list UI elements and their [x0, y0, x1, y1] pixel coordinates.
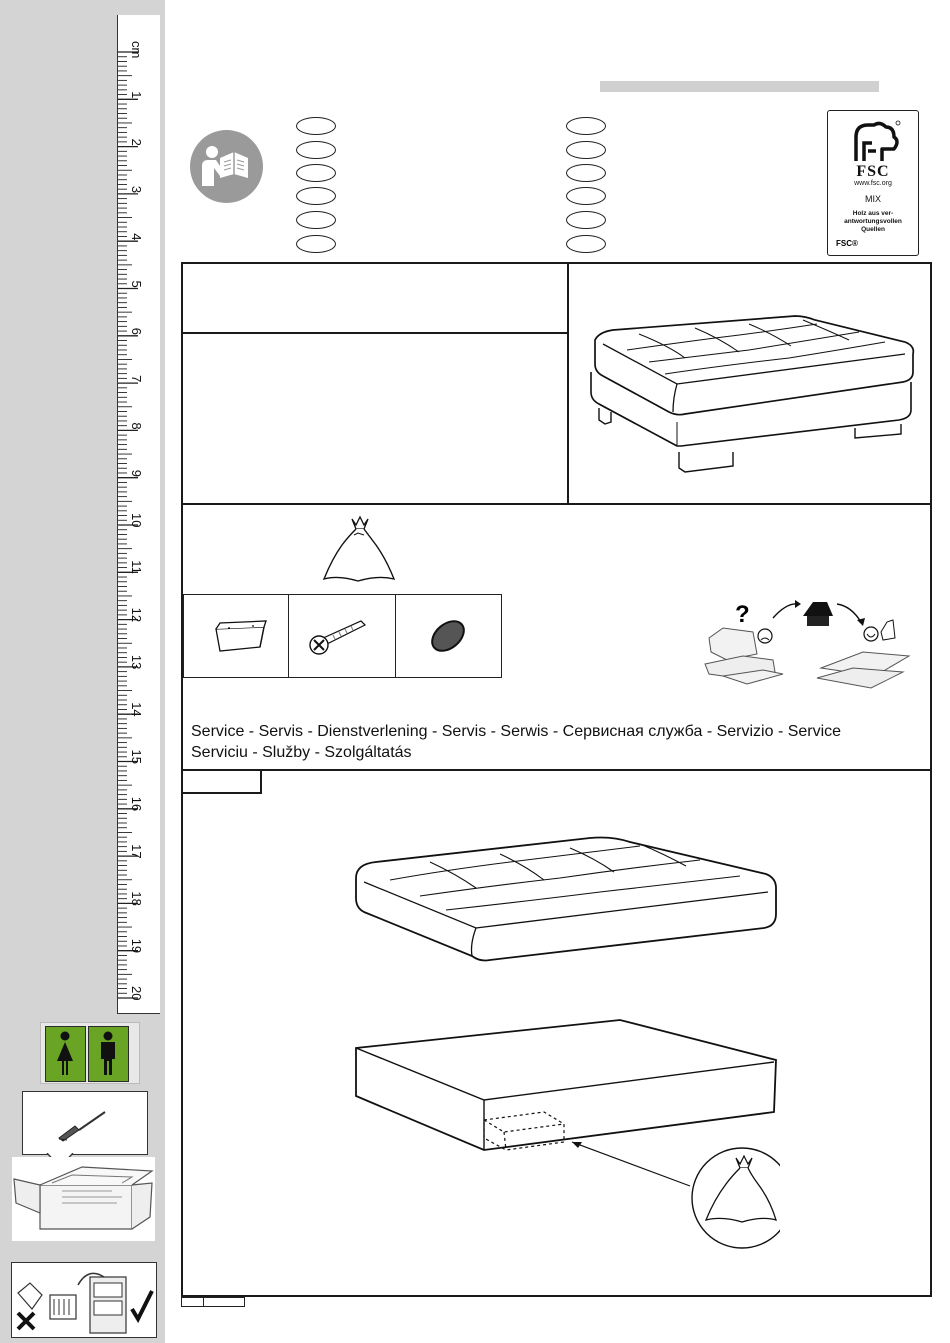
language-oval — [566, 187, 606, 205]
fsc-brand: FSC — [856, 163, 890, 180]
part-foot — [183, 594, 290, 678]
ruler-number: 4 — [129, 233, 144, 241]
language-oval — [566, 235, 606, 253]
fsc-text-3: Quellen — [861, 226, 885, 233]
screwdriver-callout — [22, 1091, 148, 1155]
ruler-number: 5 — [129, 280, 144, 288]
language-oval — [296, 235, 336, 253]
man-icon — [88, 1026, 129, 1082]
product-image-box — [567, 262, 932, 505]
page-number-divider — [203, 1297, 204, 1307]
service-line-2: Serviciu - Služby - Szolgáltatás — [191, 744, 412, 761]
read-manual-icon — [190, 130, 263, 203]
fsc-text-1: Holz aus ver- — [852, 210, 894, 217]
info-box-left — [181, 332, 569, 505]
step-number-box — [181, 769, 262, 794]
customer-support-icon — [703, 598, 915, 694]
ruler-number: 12 — [129, 607, 144, 623]
felt-glide-icon — [396, 595, 501, 677]
ruler-number: 9 — [129, 469, 144, 477]
ruler-number: 18 — [129, 891, 144, 906]
ruler-number: 13 — [129, 654, 144, 670]
ruler — [117, 15, 160, 1014]
ruler-number: 6 — [129, 327, 144, 336]
part-screw — [288, 594, 397, 678]
service-line-1: Service - Servis - Dienstverlening - Servis - Serwis - Сервисная служба - Servizio - Service — [191, 723, 842, 740]
language-oval — [296, 211, 336, 229]
ruler-number: 11 — [129, 560, 144, 574]
language-oval — [566, 141, 606, 159]
page-number-box — [181, 1297, 245, 1307]
screwdriver-icon — [23, 1092, 147, 1154]
hardware-bag-icon — [318, 515, 400, 585]
fsc-text-2: antwortungsvollen — [844, 218, 902, 225]
ruler-number: 7 — [129, 375, 144, 383]
ruler-number: 10 — [129, 513, 144, 528]
ruler-number: 3 — [129, 185, 144, 194]
ruler-number: 14 — [129, 702, 144, 717]
foot-block-icon — [184, 595, 289, 677]
assembly-illustration — [350, 832, 780, 1272]
ruler-number: 19 — [129, 938, 144, 954]
ottoman-illustration — [569, 264, 930, 503]
ruler-number: 1 — [129, 91, 144, 99]
language-oval — [566, 211, 606, 229]
packaging-box-icon — [12, 1157, 155, 1241]
svg-text:?: ? — [735, 601, 750, 628]
language-oval — [296, 164, 336, 182]
service-text — [191, 721, 921, 763]
language-oval — [296, 117, 336, 135]
ruler-number: 17 — [129, 844, 144, 859]
part-glide — [395, 594, 502, 678]
ruler-number: 2 — [129, 138, 144, 146]
screw-icon — [289, 595, 396, 677]
title-bar-placeholder — [600, 81, 879, 92]
language-oval — [296, 141, 336, 159]
fsc-mix: MIX — [864, 194, 881, 204]
ruler-unit: cm — [129, 41, 144, 59]
fsc-footer: FSC® — [836, 239, 858, 248]
fsc-logo — [827, 110, 919, 256]
language-oval — [566, 117, 606, 135]
woman-icon — [45, 1026, 86, 1082]
ruler-scale — [118, 15, 160, 1013]
language-oval — [296, 187, 336, 205]
language-oval — [566, 164, 606, 182]
ruler-number: 8 — [129, 422, 144, 430]
ruler-number: 20 — [129, 986, 144, 1001]
ruler-number: 15 — [129, 749, 144, 764]
ruler-number: 16 — [129, 796, 144, 812]
fsc-tree-icon — [846, 117, 902, 169]
keep-instructions-icon — [11, 1262, 157, 1338]
fsc-url: www.fsc.org — [854, 180, 892, 187]
info-box-top-left — [181, 262, 569, 334]
